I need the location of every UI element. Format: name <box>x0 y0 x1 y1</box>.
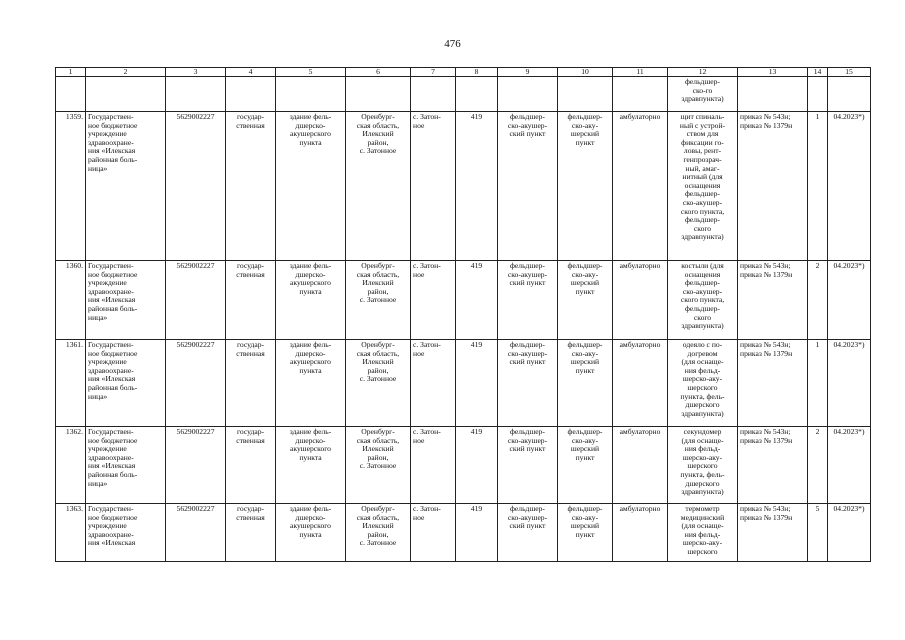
table-cell: фельдшер- ско-го здравпункта) <box>668 77 738 112</box>
table-cell: фельдшер- ско-акушер- ский пункт <box>498 427 558 504</box>
table-cell: 14 <box>808 68 828 77</box>
table-row <box>56 427 871 504</box>
table-cell: с. Затон- ное <box>411 112 456 261</box>
table-cell <box>828 77 871 112</box>
table-cell: одеяло с по- догревом (для оснаще- ния фельд- шерско-аку- шерского пункта, фель- дшерского здравпункта) <box>668 340 738 427</box>
table-cell: Оренбург- ская область, Илекский район, с. Затонное <box>346 504 411 562</box>
table-cell <box>226 77 276 112</box>
table-cell: государ- ственная <box>226 112 276 261</box>
table-cell: государ- ственная <box>226 427 276 504</box>
table-cell: 419 <box>456 112 498 261</box>
table-cell: Оренбург- ская область, Илекский район, с. Затонное <box>346 112 411 261</box>
table-cell <box>346 77 411 112</box>
table-cell: 3 <box>166 68 226 77</box>
table-cell: 5629002227 <box>166 504 226 562</box>
table-cell <box>276 77 346 112</box>
table-cell <box>613 77 668 112</box>
equipment-table <box>55 67 871 562</box>
table-cell: фельдшер- ско-аку- шерский пункт <box>558 504 613 562</box>
table-cell: 12 <box>668 68 738 77</box>
table-cell: здание фель- дшерско- акушерского пункта <box>276 261 346 340</box>
table-cell: амбулаторно <box>613 261 668 340</box>
table-cell: здание фель- дшерско- акушерского пункта <box>276 427 346 504</box>
table-cell <box>808 77 828 112</box>
table-cell: 04.2023*) <box>828 427 871 504</box>
table-cell: 2 <box>86 68 166 77</box>
table-cell: Государствен- ное бюджетное учреждение здравоохране- ния «Илекская районная боль- ница» <box>86 340 166 427</box>
table-cell: 419 <box>456 427 498 504</box>
table-cell: фельдшер- ско-акушер- ский пункт <box>498 261 558 340</box>
table-cell: 5629002227 <box>166 340 226 427</box>
table-cell: 04.2023*) <box>828 340 871 427</box>
table-cell: здание фель- дшерско- акушерского пункта <box>276 340 346 427</box>
table-cell: щит спиналь- ный с устрой- ством для фиксации го- ловы, рент- генпрозрач- ный, амаг- нитный (для оснащения фельдшер- ско-акушер- ского пункта, фельдшер- ского здравпункта) <box>668 112 738 261</box>
table-cell: амбулаторно <box>613 340 668 427</box>
table-cell: Оренбург- ская область, Илекский район, с. Затонное <box>346 427 411 504</box>
table-cell: 419 <box>456 504 498 562</box>
table-cell <box>86 77 166 112</box>
table-cell: 9 <box>498 68 558 77</box>
table-cell: с. Затон- ное <box>411 261 456 340</box>
table-cell: Государствен- ное бюджетное учреждение здравоохране- ния «Илекская <box>86 504 166 562</box>
table-cell: 4 <box>226 68 276 77</box>
table-cell: 1363. <box>56 504 86 562</box>
table-cell: 5 <box>276 68 346 77</box>
table-cell: 04.2023*) <box>828 504 871 562</box>
table-cell: с. Затон- ное <box>411 340 456 427</box>
table-cell: государ- ственная <box>226 504 276 562</box>
table-cell: 04.2023*) <box>828 112 871 261</box>
table-cell: приказ № 543н; приказ № 1379н <box>738 427 808 504</box>
table-cell: приказ № 543н; приказ № 1379н <box>738 112 808 261</box>
table-cell: фельдшер- ско-акушер- ский пункт <box>498 112 558 261</box>
table-cell <box>456 77 498 112</box>
table-cell: 6 <box>346 68 411 77</box>
table-cell: амбулаторно <box>613 504 668 562</box>
table-cell: 1359. <box>56 112 86 261</box>
table-cell: здание фель- дшерско- акушерского пункта <box>276 504 346 562</box>
table-cell: термометр медицинский (для оснаще- ния фельд- шерско-аку- шерского <box>668 504 738 562</box>
table-cell <box>498 77 558 112</box>
table-cell: амбулаторно <box>613 427 668 504</box>
table-cell: Государствен- ное бюджетное учреждение здравоохране- ния «Илекская районная боль- ница» <box>86 261 166 340</box>
table-cell: секундомер (для оснаще- ния фельд- шерско-аку- шерского пункта, фель- дшерского здравпункта) <box>668 427 738 504</box>
table-cell: 5629002227 <box>166 427 226 504</box>
table-cell <box>738 77 808 112</box>
table-cell: государ- ственная <box>226 261 276 340</box>
table-cell: фельдшер- ско-акушер- ский пункт <box>498 504 558 562</box>
page-number: 476 <box>444 38 461 50</box>
table-cell: 1 <box>808 112 828 261</box>
table-cell <box>56 77 86 112</box>
table-cell: 8 <box>456 68 498 77</box>
table-cell: 2 <box>808 427 828 504</box>
table-cell: 1362. <box>56 427 86 504</box>
table-cell: Государствен- ное бюджетное учреждение здравоохране- ния «Илекская районная боль- ница» <box>86 112 166 261</box>
table-cell: амбулаторно <box>613 112 668 261</box>
table-cell: 1360. <box>56 261 86 340</box>
table-cell: приказ № 543н; приказ № 1379н <box>738 261 808 340</box>
table-cell: с. Затон- ное <box>411 504 456 562</box>
table-cell: Государствен- ное бюджетное учреждение здравоохране- ния «Илекская районная боль- ница» <box>86 427 166 504</box>
table-row <box>56 261 871 340</box>
table-row <box>56 504 871 562</box>
table-cell: 5629002227 <box>166 261 226 340</box>
column-number-row <box>56 68 871 77</box>
table-cell: 11 <box>613 68 668 77</box>
table-cell: здание фель- дшерско- акушерского пункта <box>276 112 346 261</box>
table-cell: с. Затон- ное <box>411 427 456 504</box>
table-cell: 10 <box>558 68 613 77</box>
table-cell: фельдшер- ско-аку- шерский пункт <box>558 112 613 261</box>
table-cell: 1 <box>808 340 828 427</box>
table-cell: 419 <box>456 261 498 340</box>
table-cell: 419 <box>456 340 498 427</box>
table-cell: Оренбург- ская область, Илекский район, с. Затонное <box>346 340 411 427</box>
table-cell: 2 <box>808 261 828 340</box>
table-cell <box>558 77 613 112</box>
table-cell: 7 <box>411 68 456 77</box>
table-row <box>56 112 871 261</box>
table-cell: 1 <box>56 68 86 77</box>
table-cell: приказ № 543н; приказ № 1379н <box>738 504 808 562</box>
table-cell <box>166 77 226 112</box>
table-cell: 1361. <box>56 340 86 427</box>
table-cell: фельдшер- ско-акушер- ский пункт <box>498 340 558 427</box>
table-cell: фельдшер- ско-аку- шерский пункт <box>558 427 613 504</box>
table-cell: 5 <box>808 504 828 562</box>
table-cell: 13 <box>738 68 808 77</box>
table-cell: фельдшер- ско-аку- шерский пункт <box>558 261 613 340</box>
table-cell: костыли (для оснащения фельдшер- ско-акушер- ского пункта, фельдшер- ского здравпункта) <box>668 261 738 340</box>
continuation-row <box>56 77 871 112</box>
table-cell: 15 <box>828 68 871 77</box>
table-row <box>56 340 871 427</box>
table-cell: 5629002227 <box>166 112 226 261</box>
table-cell: Оренбург- ская область, Илекский район, с. Затонное <box>346 261 411 340</box>
table-cell: приказ № 543н; приказ № 1379н <box>738 340 808 427</box>
table-cell: государ- ственная <box>226 340 276 427</box>
table-cell <box>411 77 456 112</box>
table-cell: 04.2023*) <box>828 261 871 340</box>
table-cell: фельдшер- ско-аку- шерский пункт <box>558 340 613 427</box>
